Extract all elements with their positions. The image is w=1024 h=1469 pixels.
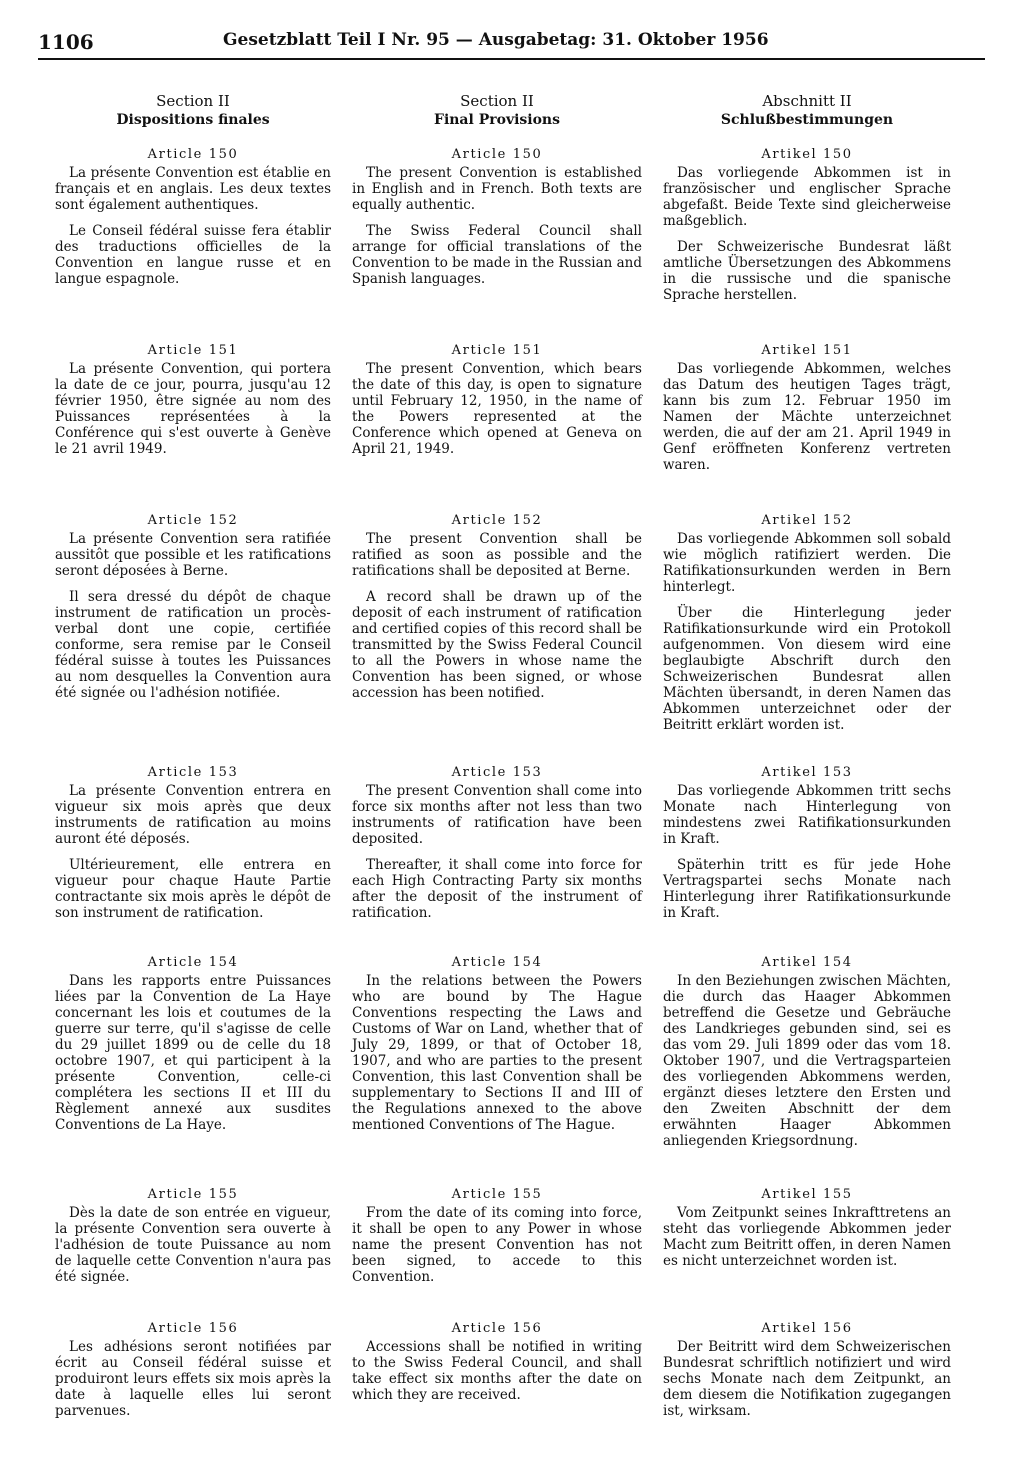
article-block <box>352 146 642 297</box>
article-paragraph: The present Convention is established in English and in French. Both texts are equally authentic. <box>352 165 642 213</box>
section-title: Dispositions finales <box>116 112 270 128</box>
article-heading: Artikel 152 <box>761 513 853 528</box>
article-paragraph: La présente Convention entrera en vigueur six mois après que deux instruments de ratification au moins auront été déposés. <box>55 783 331 847</box>
article-heading: Article 156 <box>147 1321 239 1336</box>
article-paragraph: Dans les rapports entre Puissances liées par la Convention de La Haye concernant les lois et coutumes de la guerre sur terre, qu'il s'agisse de celle du 29 juillet 1899 ou de celle du 18 octobre 1907, et qui participent à la présente Convention, celle-ci complétera les sections II et III du Règlement annexé aux susdites Conventions de La Haye. <box>55 973 331 1133</box>
article-heading: Article 154 <box>451 955 543 970</box>
article-paragraph: Über die Hinterlegung jeder Ratifikationsurkunde wird ein Protokoll aufgenommen. Von diesem wird eine beglaubigte Abschrift durch den Schweizerischen Bundesrat allen Mächten übersandt, in deren Namen das Abkommen unterzeichnet oder der Beitritt erklärt worden ist. <box>663 605 951 733</box>
article-paragraph: La présente Convention est établie en français et en anglais. Les deux textes sont également authentiques. <box>55 165 331 213</box>
article-block <box>55 146 331 297</box>
article-paragraph: From the date of its coming into force, it shall be open to any Power in whose name the present Convention has not been signed, to accede to this Convention. <box>352 1205 642 1285</box>
article-block <box>55 954 331 1143</box>
article-paragraph: Das vorliegende Abkommen tritt sechs Monate nach Hinterlegung von mindestens zwei Ratifikationsurkunden in Kraft. <box>663 783 951 847</box>
article-block <box>352 764 642 931</box>
article-paragraph: Der Beitritt wird dem Schweizerischen Bundesrat schriftlich notifiziert und wird sechs Monate nach dem Zeitpunkt, an dem diesem die Notifikation zugegangen ist, wirksam. <box>663 1339 951 1419</box>
page-header <box>38 30 985 60</box>
article-heading: Artikel 155 <box>761 1187 853 1202</box>
article-paragraph: Dès la date de son entrée en vigueur, la présente Convention sera ouverte à l'adhésion de toute Puissance au nom de laquelle cette Convention n'aura pas été signée. <box>55 1205 331 1285</box>
column-english <box>352 92 643 1403</box>
article-paragraph: In den Beziehungen zwischen Mächten, die durch das Haager Abkommen betreffend die Gesetze und Gebräuche des Landkrieges gebunden sind, sei es das vom 29. Juli 1899 oder das vom 18. Oktober 1907, und die Vertragsparteien des vorliegenden Abkommens werden, ergänzt dieses letztere den Ersten und den Zweiten Abschnitt der dem erwähnten Haager Abkommen anliegenden Kriegsordnung. <box>663 973 951 1149</box>
article-paragraph: A record shall be drawn up of the deposit of each instrument of ratification and certified copies of this record shall be transmitted by the Swiss Federal Council to all the Powers in whose name the Convention has been signed, or whose accession has been notified. <box>352 589 642 701</box>
article-paragraph: La présente Convention, qui portera la date de ce jour, pourra, jusqu'au 12 février 1950, être signée au nom des Puissances représentées à la Conférence qui s'est ouverte à Genève le 21 avril 1949. <box>55 361 331 457</box>
page-number: 1106 <box>38 30 94 54</box>
article-heading: Artikel 156 <box>761 1321 853 1336</box>
article-heading: Article 150 <box>451 147 543 162</box>
section-title: Schlußbestimmungen <box>720 112 894 128</box>
article-paragraph: Les adhésions seront notifiées par écrit au Conseil fédéral suisse et produiront leurs effets six mois après la date à laquelle elles lui seront parvenues. <box>55 1339 331 1419</box>
article-paragraph: The present Convention shall be ratified as soon as possible and the ratifications shall be deposited at Berne. <box>352 531 642 579</box>
article-paragraph: Das vorliegende Abkommen soll sobald wie möglich ratifiziert werden. Die Ratifikationsurkunden werden in Bern hinterlegt. <box>663 531 951 595</box>
article-heading: Artikel 153 <box>761 765 853 780</box>
article-paragraph: The present Convention shall come into force six months after not less than two instruments of ratification have been deposited. <box>352 783 642 847</box>
article-paragraph: Das vorliegende Abkommen ist in französischer und englischer Sprache abgefaßt. Beide Texte sind gleicherweise maßgeblich. <box>663 165 951 229</box>
article-heading: Article 155 <box>147 1187 239 1202</box>
article-block <box>663 954 951 1159</box>
article-heading: Article 153 <box>147 765 239 780</box>
article-block <box>55 764 331 931</box>
article-block <box>55 342 331 467</box>
article-heading: Article 152 <box>451 513 543 528</box>
article-heading: Artikel 154 <box>761 955 853 970</box>
article-heading: Article 152 <box>147 513 239 528</box>
article-paragraph: Ultérieurement, elle entrera en vigueur pour chaque Haute Partie contractante six mois après le dépôt de son instrument de ratification. <box>55 857 331 921</box>
article-heading: Article 151 <box>147 343 239 358</box>
article-paragraph: Vom Zeitpunkt seines Inkrafttretens an steht das vorliegende Abkommen jeder Macht zum Beitritt offen, in deren Namen es nicht unterzeichnet worden ist. <box>663 1205 952 1269</box>
article-paragraph: Das vorliegende Abkommen, welches das Datum des heutigen Tages trägt, kann bis zum 12. Februar 1950 im Namen der Mächte unterzeichnet werden, die auf der am 21. April 1949 in Genf eröffneten Konferenz vertreten waren. <box>663 361 951 473</box>
article-block <box>663 342 951 483</box>
article-paragraph: Il sera dressé du dépôt de chaque instrument de ratification un procès-verbal dont une copie, certifiée conforme, sera remise par le Conseil fédéral suisse à toutes les Puissances au nom desquelles la Convention aura été signée ou l'adhésion notifiée. <box>55 589 331 701</box>
article-heading: Article 151 <box>451 343 543 358</box>
article-block <box>55 1186 331 1295</box>
article-block <box>663 146 951 313</box>
article-heading: Article 155 <box>451 1187 543 1202</box>
article-block <box>663 1320 951 1429</box>
article-paragraph: Der Schweizerische Bundesrat läßt amtliche Übersetzungen des Abkommens in die russische und die spanische Sprache herstellen. <box>663 239 951 303</box>
article-block <box>55 1320 331 1429</box>
article-heading: Article 154 <box>147 955 239 970</box>
article-block <box>352 1186 642 1295</box>
article-heading: Artikel 150 <box>761 147 853 162</box>
article-paragraph: The Swiss Federal Council shall arrange for official translations of the Convention to be made in the Russian and Spanish languages. <box>352 223 643 287</box>
article-paragraph: Thereafter, it shall come into force for each High Contracting Party six months after the deposit of the instrument of ratification. <box>352 857 642 921</box>
article-block <box>663 1186 951 1279</box>
article-heading: Article 156 <box>451 1321 543 1336</box>
article-block <box>663 512 951 743</box>
column-german <box>663 92 952 1419</box>
article-block <box>352 342 642 467</box>
section-heading: Abschnitt II <box>762 92 852 110</box>
article-paragraph: Accessions shall be notified in writing to the Swiss Federal Council, and shall take effect six months after the date on which they are received. <box>352 1339 642 1403</box>
section-heading: Section II <box>156 92 230 110</box>
article-paragraph: The present Convention, which bears the date of this day, is open to signature until February 12, 1950, in the name of the Powers represented at the Conference which opened at Geneva on April 21, 1949. <box>352 361 642 457</box>
article-block <box>352 1320 642 1413</box>
article-paragraph: La présente Convention sera ratifiée aussitôt que possible et les ratifications seront déposées à Berne. <box>55 531 331 579</box>
article-heading: Article 153 <box>451 765 543 780</box>
section-heading: Section II <box>460 92 534 110</box>
column-french <box>55 92 331 1419</box>
article-block <box>663 764 951 931</box>
article-block <box>352 512 642 711</box>
article-paragraph: In the relations between the Powers who are bound by The Hague Conventions respecting the Laws and Customs of War on Land, whether that of July 29, 1899, or that of October 18, 1907, and who are parties to the present Convention, this last Convention shall be supplementary to Sections II and III of the Regulations annexed to the above mentioned Conventions of The Hague. <box>352 973 642 1133</box>
article-block <box>352 954 642 1143</box>
section-title: Final Provisions <box>434 112 560 128</box>
article-paragraph: Le Conseil fédéral suisse fera établir des traductions officielles de la Convention en langue russe et en langue espagnole. <box>55 223 331 287</box>
article-block <box>55 512 331 711</box>
article-heading: Artikel 151 <box>761 343 853 358</box>
gazette-header-title: Gesetzblatt Teil I Nr. 95 — Ausgabetag: 31. Oktober 1956 <box>223 30 769 50</box>
article-paragraph: Späterhin tritt es für jede Hohe Vertragspartei sechs Monate nach Hinterlegung ihrer Ratifikationsurkunde in Kraft. <box>663 857 951 921</box>
article-heading: Article 150 <box>147 147 239 162</box>
